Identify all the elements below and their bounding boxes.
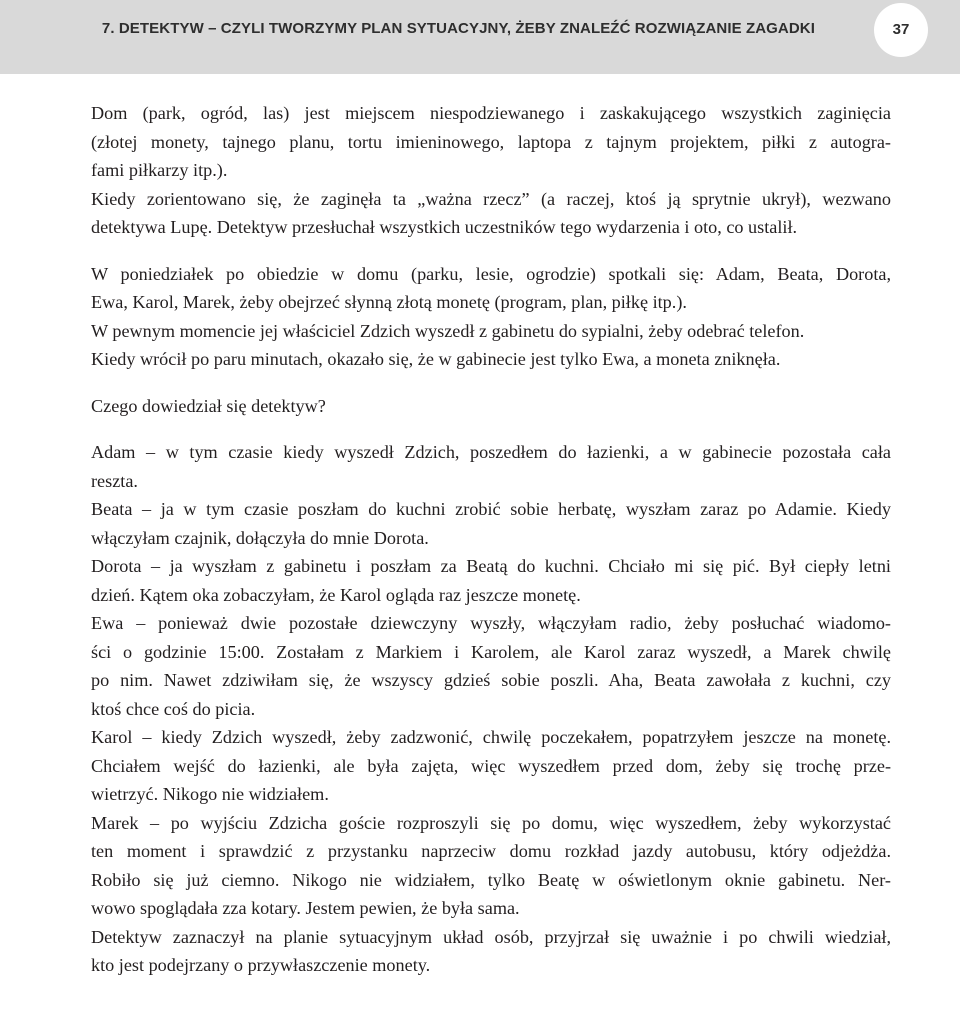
paragraph-intro (91, 99, 891, 242)
chapter-title: 7. DETEKTYW – CZYLI TWORZYMY PLAN SYTUACYJNY, ŻEBY ZNALEŹĆ ROZWIĄZANIE ZAGADKI (101, 20, 815, 37)
text-line: Czego dowiedział się detektyw? (91, 395, 326, 416)
text-line: ści o godzinie 15:00. Zostałam z Markiem i Karolem, ale Karol zaraz wyszedł, a Marek chwilę (91, 641, 891, 662)
text-line: fami piłkarzy itp.). (91, 160, 228, 180)
page-header (0, 0, 960, 74)
text-line: Karol – kiedy Zdzich wyszedł, żeby zadzwonić, chwilę poczekałem, popatrzyłem jeszcze na monetę. (91, 727, 891, 747)
text-line: Dorota – ja wyszłam z gabinetu i poszłam za Beatą do kuchni. Chciało mi się pić. Był ciepły letni (91, 556, 891, 576)
text-line: wowo spoglądała zza kotary. Jestem pewien, że była sama. (91, 898, 520, 918)
text-line: Kiedy zorientowano się, że zaginęła ta „ważna rzecz” (a raczej, ktoś ją sprytnie ukrył), wezwano (91, 188, 891, 209)
text-line: W poniedziałek po obiedzie w domu (parku, lesie, ogrodzie) spotkali się: Adam, Beata, Dorota, (91, 263, 891, 284)
text-line: ten moment i sprawdzić z przystanku naprzeciw domu rozkład jazdy autobusu, który odjeżdża. (91, 841, 891, 861)
text-line: Robiło się już ciemno. Nikogo nie widziałem, tylko Beatę w oświetlonym oknie gabinetu. Ner- (91, 869, 891, 890)
paragraph-situation (91, 260, 891, 374)
body-text (91, 99, 891, 980)
text-line: Dom (park, ogród, las) jest miejscem niespodziewanego i zaskakującego wszystkich zaginięcia (91, 103, 891, 123)
paragraph-question (91, 392, 891, 421)
text-line: kto jest podejrzany o przywłaszczenie monety. (91, 955, 431, 975)
text-line: Marek – po wyjściu Zdzicha goście rozproszyli się po domu, więc wyszedłem, żeby wykorzystać (91, 812, 891, 833)
text-line: Ewa, Karol, Marek, żeby obejrzeć słynną złotą monetę (program, plan, piłkę itp.). (91, 292, 687, 312)
page-number-badge: 37 (874, 3, 928, 57)
text-line: wietrzyć. Nikogo nie widziałem. (91, 784, 329, 804)
text-line: Chciałem wejść do łazienki, ale była zajęta, więc wyszedłem przed dom, żeby się trochę prze- (91, 755, 891, 776)
text-line: Beata – ja w tym czasie poszłam do kuchni zrobić sobie herbatę, wyszłam zaraz po Adamie. Kiedy (91, 499, 891, 519)
text-line: Adam – w tym czasie kiedy wyszedł Zdzich, poszedłem do łazienki, a w gabinecie pozostała cała (91, 442, 891, 462)
text-line: po nim. Nawet zdziwiłam się, że wszyscy gdzieś sobie poszli. Aha, Beata zawołała z kuchni, czy (91, 670, 891, 690)
text-line: Kiedy wrócił po paru minutach, okazało się, że w gabinecie jest tylko Ewa, a moneta zniknęła. (91, 349, 781, 369)
text-line: Detektyw zaznaczył na planie sytuacyjnym układ osób, przyjrzał się uważnie i po chwili wiedział, (91, 926, 891, 947)
text-line: (złotej monety, tajnego planu, tortu imieninowego, laptopa z tajnym projektem, piłki z autogra- (91, 131, 891, 152)
text-line: włączyłam czajnik, dołączyła do mnie Dorota. (91, 527, 429, 548)
text-line: ktoś chce coś do picia. (91, 698, 256, 719)
text-line: reszta. (91, 470, 138, 491)
text-line: Ewa – ponieważ dwie pozostałe dziewczyny wyszły, włączyłam radio, żeby posłuchać wiadomo- (91, 613, 891, 633)
text-line: detektywa Lupę. Detektyw przesłuchał wszystkich uczestników tego wydarzenia i oto, co ustalił. (91, 217, 798, 237)
text-line: dzień. Kątem oka zobaczyłam, że Karol ogląda raz jeszcze monetę. (91, 584, 581, 605)
text-line: W pewnym momencie jej właściciel Zdzich wyszedł z gabinetu do sypialni, żeby odebrać telefon. (91, 320, 805, 341)
paragraph-testimonies (91, 438, 891, 980)
